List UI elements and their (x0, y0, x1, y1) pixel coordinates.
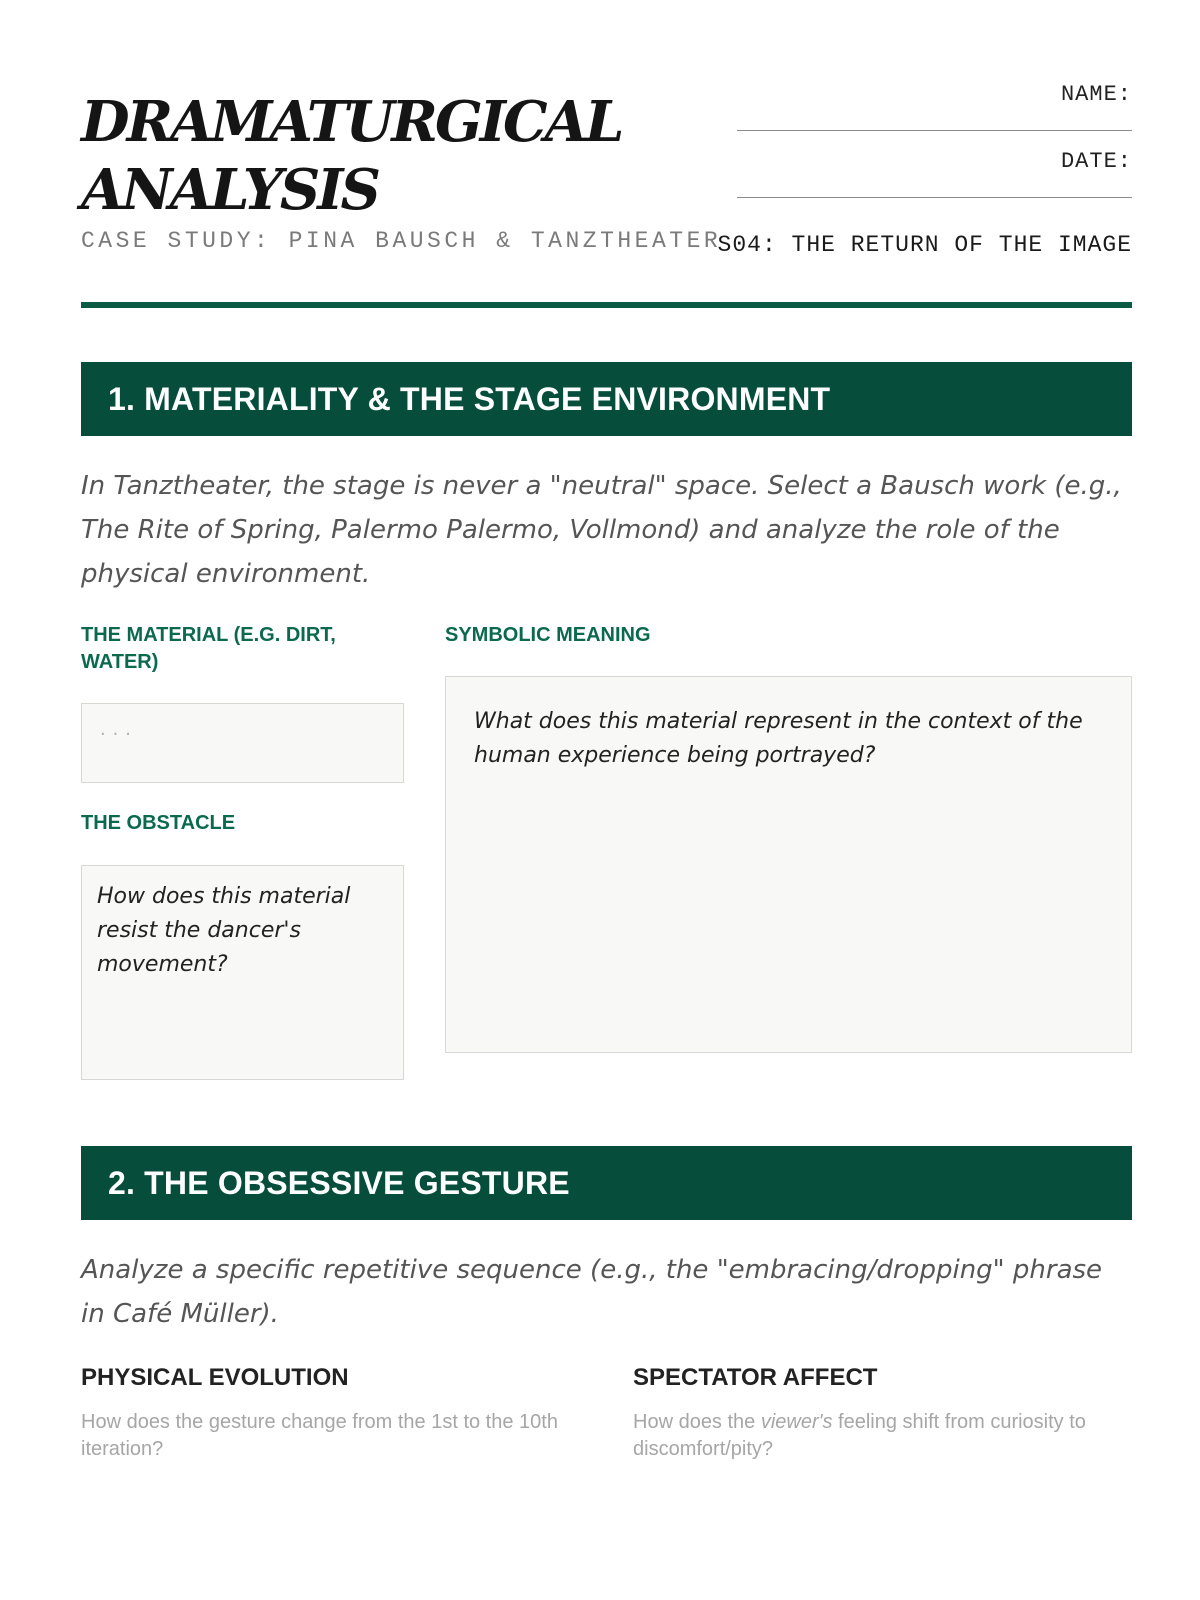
symbolic-label: SYMBOLIC MEANING (445, 624, 651, 646)
title-line-1: DRAMATURGICAL (81, 89, 622, 155)
material-placeholder: ... (98, 722, 136, 740)
obstacle-label: THE OBSTACLE (81, 812, 236, 834)
physical-evolution-prompt: How does the gesture change from the 1st to the 10th iteration? (81, 1411, 558, 1460)
header-divider (81, 302, 1132, 308)
name-label: NAME: (1060, 82, 1132, 107)
section-1-intro: In Tanztheater, the stage is never a "neutral" space. Select a Bausch work (e.g., The Rite of Spring, Palermo Palermo, Vollmond) and analyze the role of the physical environment. (81, 471, 1122, 589)
case-study-subtitle: CASE STUDY: PINA BAUSCH & TANZTHEATER (81, 228, 722, 254)
date-label: DATE: (1060, 149, 1132, 174)
material-input[interactable] (81, 703, 404, 783)
student-info (717, 80, 1132, 258)
section-2-intro: Analyze a specific repetitive sequence (e.g., the "embracing/dropping" phrase in Café Müller). (81, 1255, 1103, 1329)
date-field-line[interactable] (737, 177, 1132, 198)
title-line-2: ANALYSIS (81, 157, 378, 223)
spectator-affect-prompt (633, 1409, 1132, 1463)
spectator-prompt-end: feeling shift from curiosity to discomfort/pity? (633, 1411, 1086, 1460)
spectator-prompt-start: How does the (633, 1411, 761, 1433)
session-title: S04: THE RETURN OF THE IMAGE (717, 232, 1132, 258)
section-1-heading: 1. MATERIALITY & THE STAGE ENVIRONMENT (81, 362, 1132, 436)
name-field-line[interactable] (737, 110, 1132, 131)
physical-evolution-heading: PHYSICAL EVOLUTION (81, 1364, 349, 1391)
spectator-affect-heading: SPECTATOR AFFECT (633, 1364, 878, 1391)
material-label: THE MATERIAL (E.G. DIRT, WATER) (81, 624, 336, 673)
spectator-prompt-emphasis: viewer's (760, 1411, 833, 1433)
obstacle-prompt: How does this material resist the dancer's movement? (97, 884, 351, 977)
page-title (81, 88, 701, 224)
worksheet-page (81, 0, 1132, 1600)
obstacle-input[interactable] (81, 865, 404, 1080)
symbolic-input[interactable] (445, 676, 1132, 1053)
symbolic-prompt: What does this material represent in the context of the human experience being portrayed? (474, 709, 1083, 768)
section-2-heading: 2. THE OBSESSIVE GESTURE (81, 1146, 1132, 1220)
